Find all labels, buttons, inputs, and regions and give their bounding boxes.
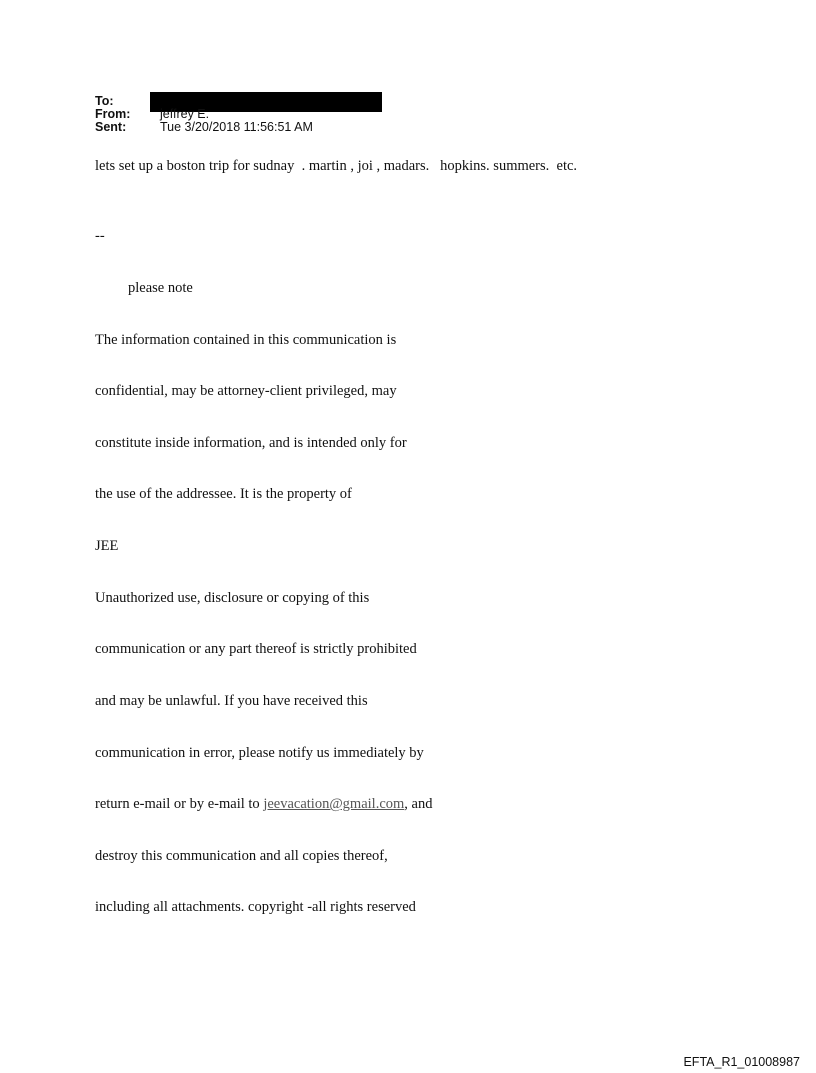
sig-line: and may be unlawful. If you have received this (95, 692, 368, 709)
sent-value: Tue 3/20/2018 11:56:51 AM (160, 120, 313, 134)
sig-line: confidential, may be attorney-client privileged, may (95, 383, 397, 400)
sig-return-line (95, 796, 432, 813)
sig-line: communication or any part thereof is strictly prohibited (95, 641, 417, 658)
from-value: jeffrey E. (160, 107, 210, 121)
sig-line: communication in error, please notify us immediately by (95, 744, 424, 761)
sent-row (95, 121, 313, 134)
sig-line: Unauthorized use, disclosure or copying of this (95, 589, 370, 606)
email-header (95, 95, 313, 134)
sig-line: constitute inside information, and is intended only for (95, 434, 407, 451)
sig-line: JEE (95, 538, 119, 555)
email-link[interactable]: jeevacation@gmail.com (263, 796, 405, 813)
signature-block (95, 194, 432, 934)
email-body: lets set up a boston trip for sudnay . martin , joi , madars. hopkins. summers. etc. (95, 158, 578, 174)
from-label: From: (95, 107, 131, 121)
sig-line: including all attachments. copyright -all rights reserved (95, 899, 416, 916)
signature-separator: -- (95, 228, 105, 245)
to-label: To: (95, 94, 114, 108)
sig-line: destroy this communication and all copies thereof, (95, 847, 388, 864)
sig-line: the use of the addressee. It is the property of (95, 486, 352, 503)
sent-label: Sent: (95, 120, 127, 134)
signature-note: please note (128, 280, 193, 297)
return-suffix: , and (404, 796, 433, 813)
sig-line: The information contained in this communication is (95, 331, 397, 348)
document-id: EFTA_R1_01008987 (683, 1055, 800, 1069)
return-prefix: return e-mail or by e-mail to (95, 796, 264, 813)
